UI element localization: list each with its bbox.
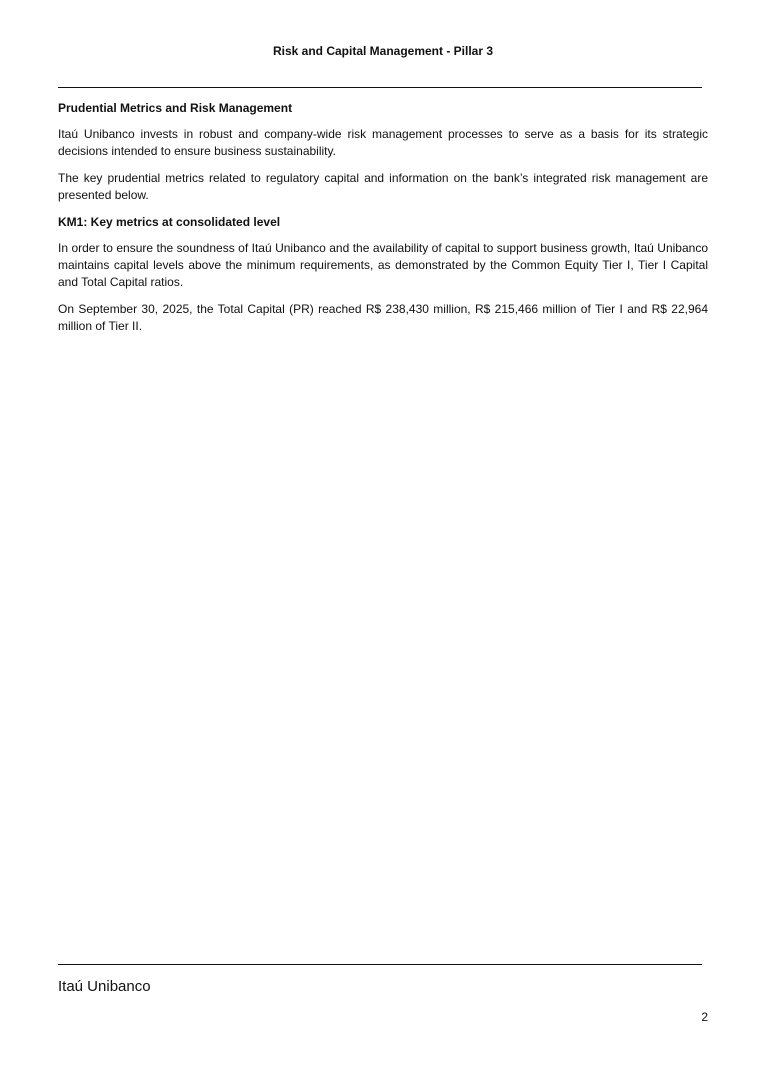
footer-company-name: Itaú Unibanco (58, 978, 151, 995)
paragraph-total-capital: On September 30, 2025, the Total Capital (PR) reached R$ 238,430 million, R$ 215,466 million of Tier I and R$ 22,964 million of Tier II. (58, 302, 708, 333)
page-header-title: Risk and Capital Management - Pillar 3 (272, 44, 494, 58)
section-heading-km1: KM1: Key metrics at consolidated level (58, 215, 281, 229)
footer-divider (58, 964, 702, 965)
section-heading-prudential-metrics: Prudential Metrics and Risk Management (58, 101, 293, 115)
paragraph-key-metrics-intro: The key prudential metrics related to regulatory capital and information on the bank’s integrated risk management are presented below. (58, 171, 708, 202)
header-divider (58, 87, 702, 88)
paragraph-capital-soundness: In order to ensure the soundness of Itaú Unibanco and the availability of capital to support business growth, Itaú Unibanco maintains capital levels above the minimum requirements, as demonstrated by the Common Equity Tier I, Tier I Capital and Total Capital ratios. (58, 241, 708, 289)
page-number: 2 (701, 1010, 708, 1024)
document-body (58, 100, 708, 345)
paragraph-risk-management: Itaú Unibanco invests in robust and company-wide risk management processes to serve as a basis for its strategic decisions intended to ensure business sustainability. (58, 127, 708, 158)
